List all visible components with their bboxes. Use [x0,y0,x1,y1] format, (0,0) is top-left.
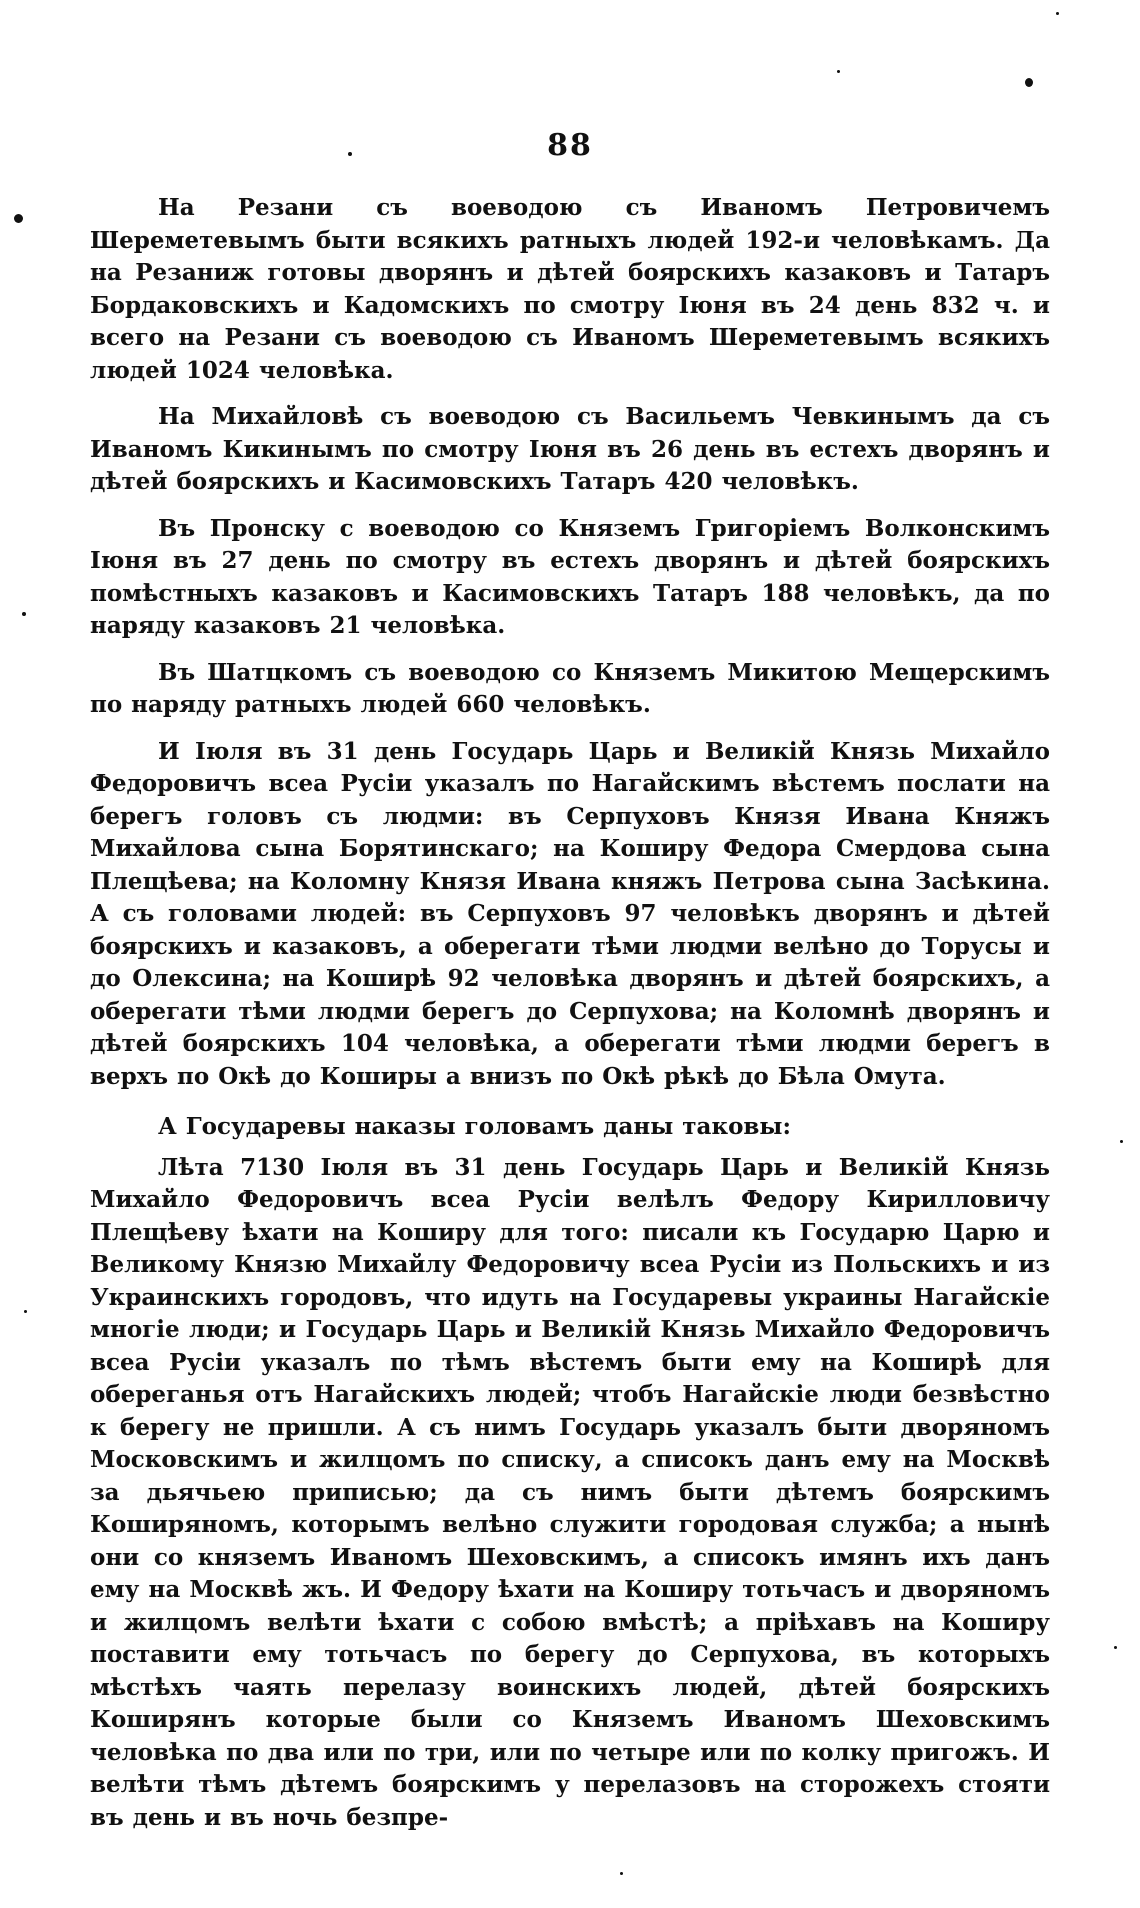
scan-speck [14,214,23,223]
scan-speck [620,1872,623,1875]
scan-speck [22,612,26,616]
page-number: 88 [547,128,593,163]
scan-speck [837,70,840,73]
paragraph-pronsk: Въ Пронску с воеводою со Княземъ Григоріемъ Волконскимъ Іюня въ 27 день по смотру въ естехъ дворянъ и дѣтей боярскихъ помѣстныхъ казаковъ и Касимовскихъ Татаръ 188 человѣкъ, да по наряду казаковъ 21 человѣка. [90,514,1050,639]
scan-speck [1056,12,1059,15]
paragraph-instruction: Лѣта 7130 Іюля въ 31 день Государь Царь и Великій Князь Михайло Федоровичъ всеа Русіи велѣлъ Федору Кирилловичу Плещѣеву ѣхати на Коширу для того: писали къ Государю Царю и Великому Князю Михайлу Федоровичу всеа Русіи из Польскихъ и из Украинскихъ городовъ, что идуть на Государевы украины Нагайскіе многіе люди; и Государь Царь и Великій Князь Михайло Федоровичъ всеа Русіи указалъ по тѣмъ вѣстемъ быти ему на Коширѣ для обереганья отъ Нагайскихъ людей; чтобъ Нагайскіе люди безвѣстно к берегу не пришли. А съ нимъ Государь указалъ быти дворяномъ Московскимъ и жилцомъ по списку, а списокъ данъ ему на Москвѣ за дьячьею приписью; да съ нимъ быти дѣтемъ боярскимъ Коширяномъ, которымъ велѣно служити городовая служба; а нынѣ они со княземъ Иваномъ Шеховскимъ, а списокъ имянъ ихъ данъ ему на Москвѣ жъ. И Федору ѣхати на Коширу тотьчасъ и дворяномъ и жилцомъ велѣти ѣхати с собою вмѣстѣ; а пріѣхавъ на Коширу поставити ему тотьчасъ по берегу до Серпухова, въ которыхъ мѣстѣхъ чаять перелазу воинскихъ людей, дѣтей боярскихъ Коширянъ которые были со Княземъ Иваномъ Шеховскимъ человѣка по два или по три, или по четыре или по колку пригожъ. И велѣти тѣмъ дѣтемъ боярскимъ у перелазовъ на сторожехъ стояти въ день и въ ночь безпре- [90,1153,1050,1831]
body-text [90,192,1050,1848]
scan-speck [1114,1646,1117,1649]
paragraph-orders-heading: А Государевы наказы головамъ даны таковы: [158,1113,791,1140]
paragraph-july-order: И Іюля въ 31 день Государь Царь и Великій Князь Михайло Федоровичъ всеа Русіи указалъ по Нагайскимъ вѣстемъ послати на берегъ головъ съ людми: въ Серпуховъ Князя Ивана Княжъ Михайлова сына Борятинскаго; на Коширу Федора Смердова сына Плещѣева; на Коломну Князя Ивана княжъ Петрова сына Засѣкина. А съ головами людей: въ Серпуховъ 97 человѣкъ дворянъ и дѣтей боярскихъ и казаковъ, а оберегати тѣми людми велѣно до Торусы и до Олексина; на Коширѣ 92 человѣка дворянъ и дѣтей боярскихъ, а оберегати тѣми людми берегъ до Серпухова; на Коломнѣ дворянъ и дѣтей боярскихъ 104 человѣка, а оберегати тѣми людми берегъ в верхъ по Окѣ до Коширы а внизъ по Окѣ рѣкѣ до Бѣла Омута. [90,737,1050,1090]
scan-speck [1120,1140,1123,1143]
scan-speck [24,1310,27,1313]
scan-speck [1025,78,1033,87]
paragraph-shatsk: Въ Шатцкомъ съ воеводою со Княземъ Микитою Мещерскимъ по наряду ратныхъ людей 660 человѣкъ. [90,658,1050,718]
paragraph-mikhailov: На Михайловѣ съ воеводою съ Васильемъ Чевкинымъ да съ Иваномъ Кикинымъ по смотру Іюня въ 26 день въ естехъ дворянъ и дѣтей боярскихъ и Касимовскихъ Татаръ 420 человѣкъ. [90,403,1050,495]
paragraph-rezan: На Резани съ воеводою съ Иваномъ Петровичемъ Шереметевымъ быти всякихъ ратныхъ людей 192-и человѣкамъ. Да на Резаниж готовы дворянъ и дѣтей боярскихъ казаковъ и Татаръ Бордаковскихъ и Кадомскихъ по смотру Іюня въ 24 день 832 ч. и всего на Резани съ воеводою съ Иваномъ Шереметевымъ всякихъ людей 1024 человѣка. [90,194,1050,384]
